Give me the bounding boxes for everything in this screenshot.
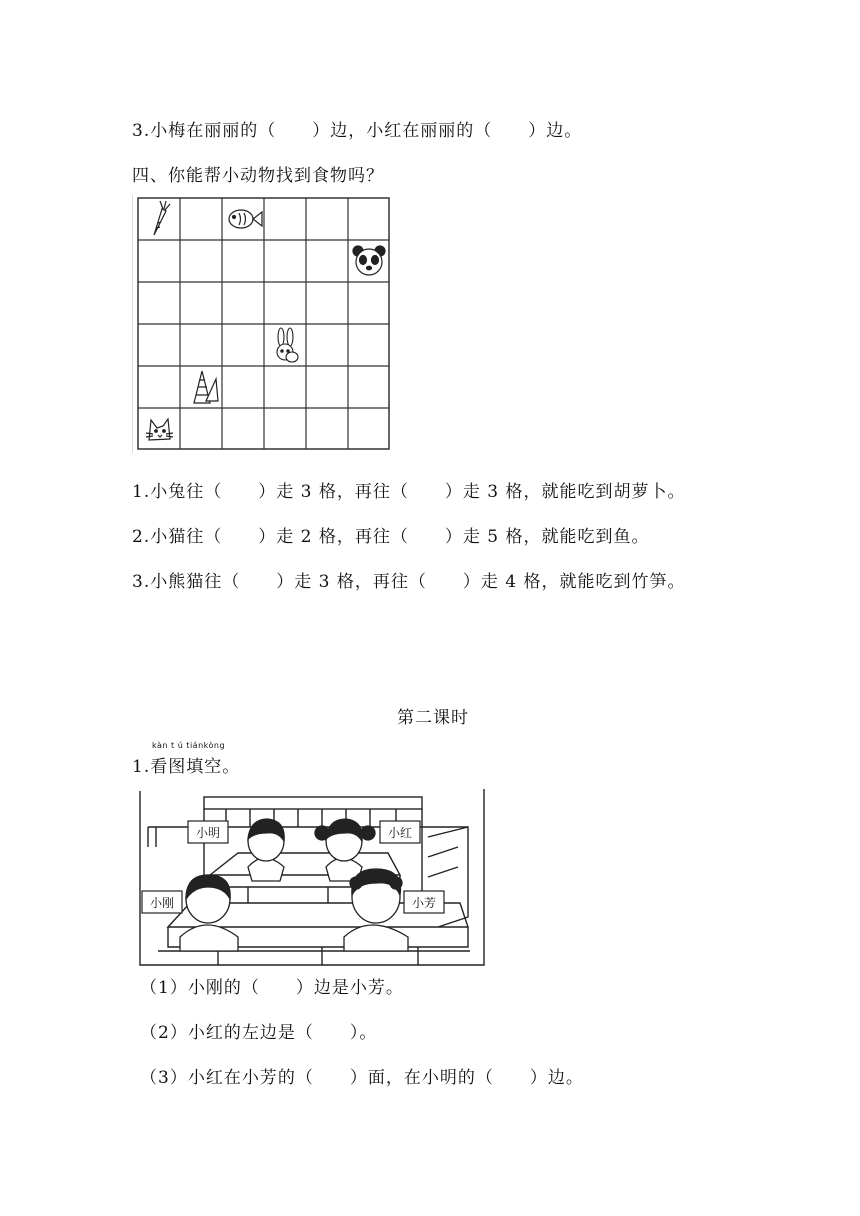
grid-question-3: 3.小熊猫往（ ）走 3 格，再往（ ）走 4 格，就能吃到竹笋。 (132, 572, 686, 592)
classroom-picture (138, 787, 486, 967)
picture-sub-question-1: （1）小刚的（ ）边是小芳。 (140, 978, 404, 998)
lesson-title: 第二课时 (397, 708, 469, 728)
pinyin-annotation: kàn t ú tiánkòng (152, 741, 226, 750)
xiaofang-figure (344, 869, 408, 951)
grid-question-2: 2.小猫往（ ）走 2 格，再往（ ）走 5 格，就能吃到鱼。 (132, 527, 650, 547)
picture-question-heading: 1.看图填空。 (132, 757, 241, 777)
panda-icon (353, 246, 385, 275)
picture-sub-question-3: （3）小红在小芳的（ ）面，在小明的（ ）边。 (140, 1068, 584, 1088)
label-xiaogang: 小刚 (149, 896, 175, 910)
picture-sub-question-2: （2）小红的左边是（ ）。 (140, 1023, 378, 1043)
label-xiaohong: 小红 (387, 826, 413, 840)
question-3-top: 3.小梅在丽丽的（ ）边，小红在丽丽的（ ）边。 (132, 121, 583, 141)
fish-icon (229, 210, 262, 228)
label-xiaoming: 小明 (195, 826, 221, 840)
cat-icon (146, 419, 173, 440)
xiaogang-figure (180, 875, 238, 951)
xiaoming-figure (248, 819, 284, 881)
animal-food-grid (132, 195, 395, 453)
label-xiaofang: 小芳 (411, 896, 437, 910)
bamboo-shoot-icon (194, 371, 218, 403)
grid-question-1: 1.小兔往（ ）走 3 格，再往（ ）走 3 格，就能吃到胡萝卜。 (132, 482, 686, 502)
carrot-icon (154, 201, 170, 235)
rabbit-icon (277, 328, 298, 362)
section-4-heading: 四、你能帮小动物找到食物吗？ (132, 166, 384, 186)
